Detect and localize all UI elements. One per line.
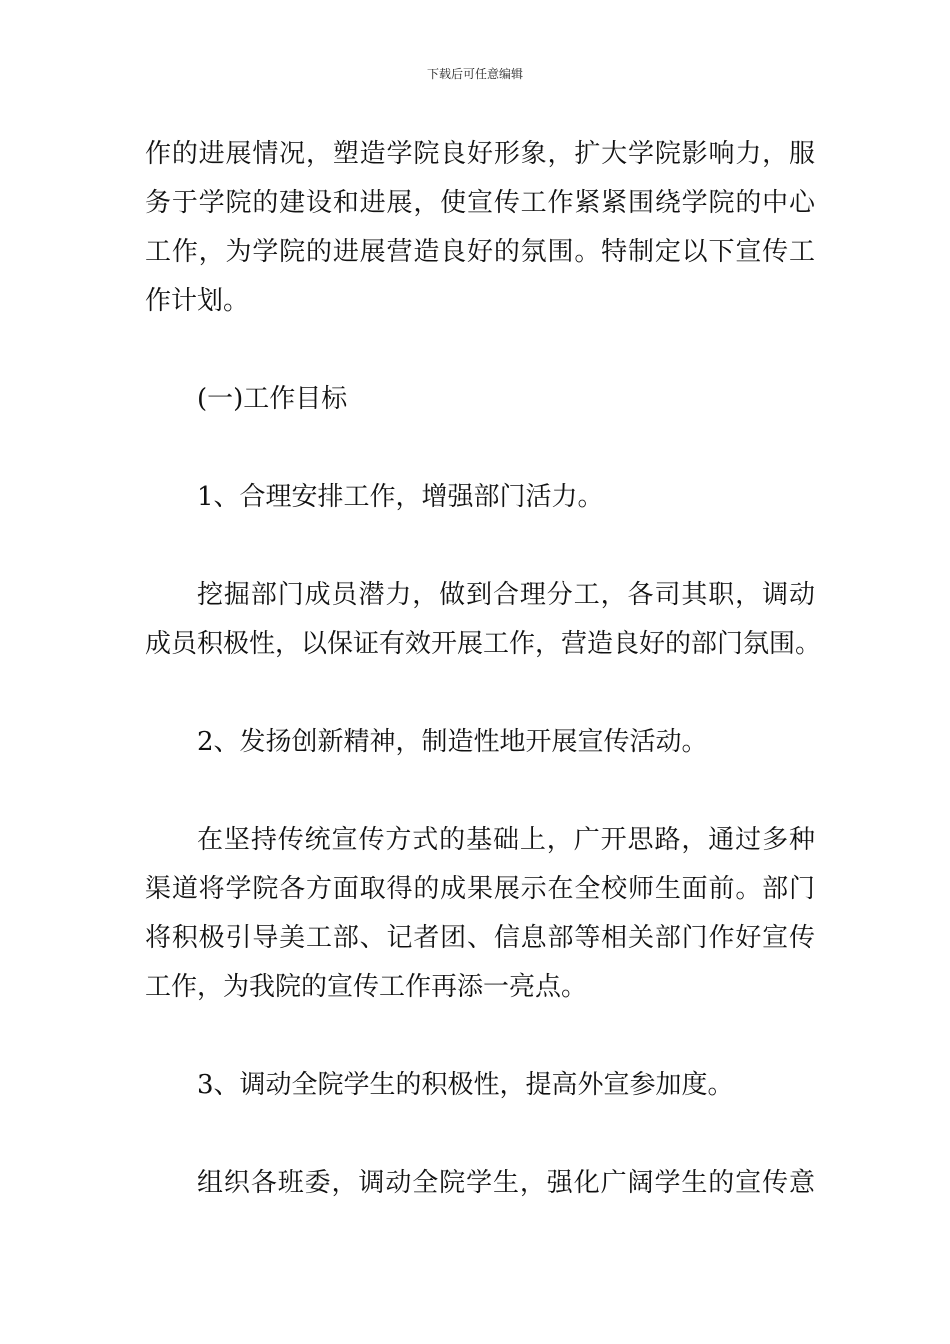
item-heading-2 (145, 718, 815, 767)
item-text: 2、发扬创新精神，制造性地开展宣传活动。 (197, 727, 708, 757)
page-header: 下载后可任意编辑 (426, 67, 523, 81)
item-heading-1 (145, 473, 815, 522)
paragraph-item-3 (145, 1159, 815, 1208)
text-line: 工作，为我院的宣传工作再添一亮点。 (145, 972, 588, 1002)
text-line: 组织各班委，调动全院学生，强化广阔学生的宣传意 (197, 1168, 815, 1198)
text-line: 挖掘部门成员潜力，做到合理分工，各司其职，调动 (197, 580, 815, 610)
section-heading-goals (145, 375, 815, 424)
document-body (145, 130, 822, 1208)
text-line: 作的进展情况，塑造学院良好形象，扩大学院影响力，服 (145, 139, 815, 169)
item-text: 3、调动全院学生的积极性，提高外宣参加度。 (197, 1070, 734, 1100)
text-line: 务于学院的建设和进展，使宣传工作紧紧围绕学院的中心 (145, 188, 815, 218)
text-line: 在坚持传统宣传方式的基础上，广开思路，通过多种 (197, 825, 815, 855)
text-line: 成员积极性，以保证有效开展工作，营造良好的部门氛围。 (145, 629, 822, 659)
text-line: 将积极引导美工部、记者团、信息部等相关部门作好宣传 (145, 923, 815, 953)
paragraph-item-2 (145, 816, 815, 1012)
paragraph-intro (145, 130, 815, 326)
item-heading-3 (145, 1061, 815, 1110)
text-line: 工作，为学院的进展营造良好的氛围。特制定以下宣传工 (145, 237, 815, 267)
item-text: 1、合理安排工作，增强部门活力。 (197, 482, 604, 512)
paragraph-item-1 (145, 571, 822, 669)
heading-text: (一)工作目标 (197, 384, 348, 414)
text-line: 渠道将学院各方面取得的成果展示在全校师生面前。部门 (145, 874, 815, 904)
text-line: 作计划。 (145, 286, 250, 316)
